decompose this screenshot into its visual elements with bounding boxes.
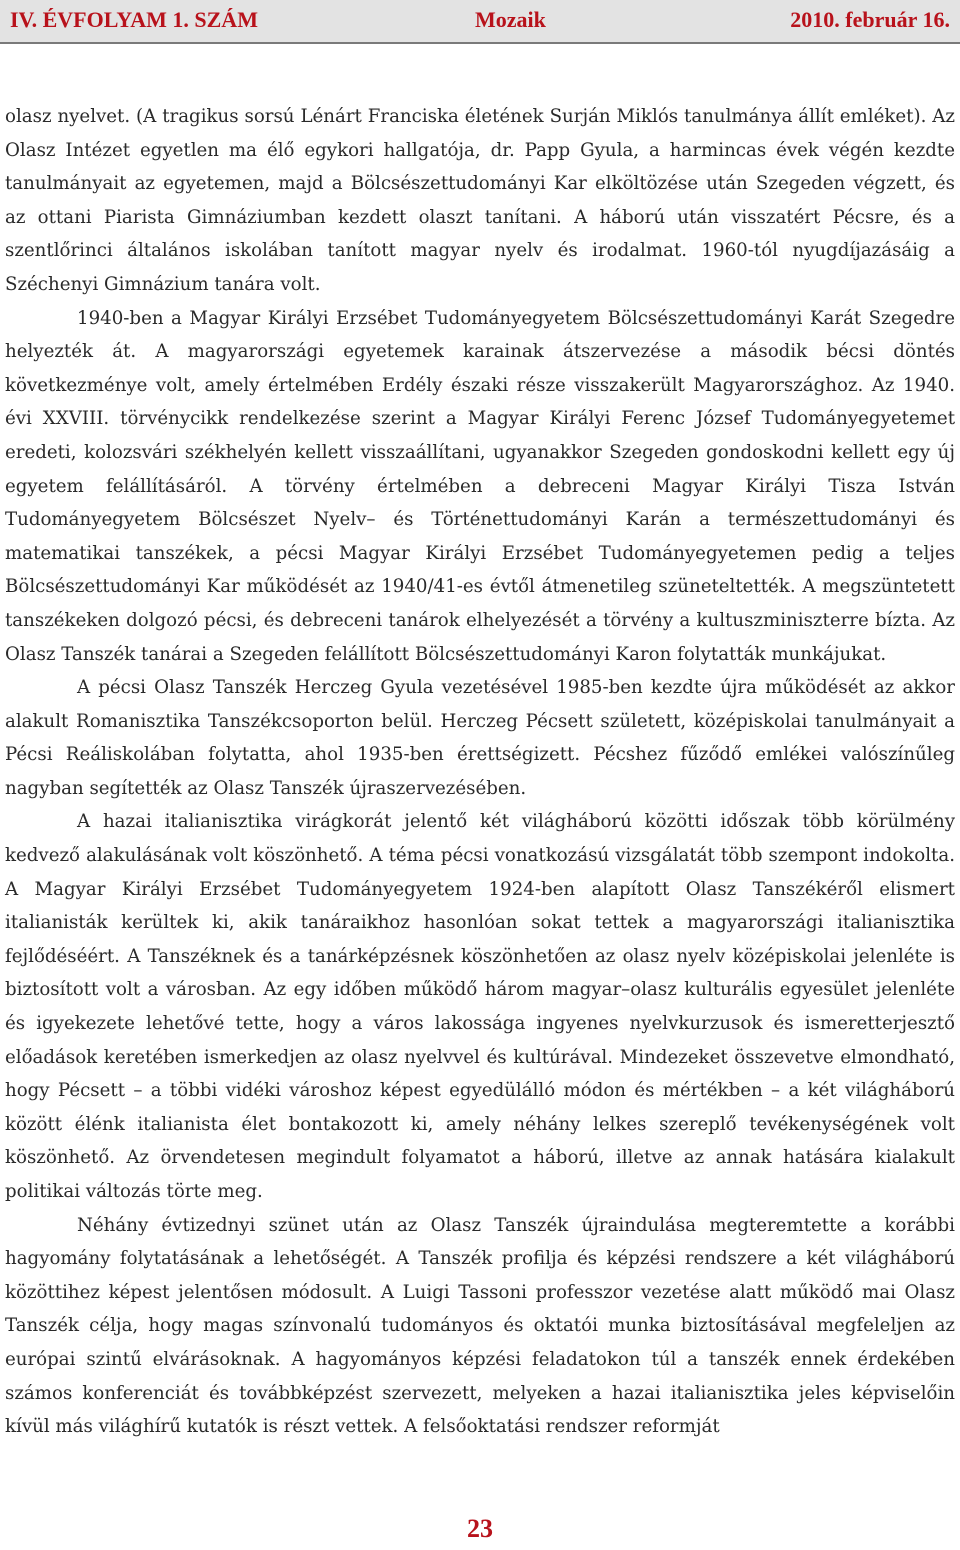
journal-issue: IV. ÉVFOLYAM 1. SZÁM — [10, 7, 258, 32]
paragraph-5: Néhány évtizednyi szünet után az Olasz Tanszék újraindulása megteremtette a korábbi hagyomány folytatásának a lehetőségét. A Tanszék profilja és képzési rendszere a két világháború közöttihez képest jelentősen módosult. A Luigi Tassoni professzor vezetése alatt működő mai Olasz Tanszék célja, hogy magas színvonalú tudományos és oktatói munka biztosításával megfeleljen az európai szintű elvárásoknak. A hagyományos képzési feladatokon túl a tanszék ennek érdekében számos konferenciát és továbbképzést szervezett, melyeken a hazai italianisztika jeles képviselőin kívül más világhírű kutatók is részt vettek. A felsőoktatási rendszer reformját — [5, 1214, 955, 1438]
page-header — [0, 0, 960, 44]
paragraph-3: A pécsi Olasz Tanszék Herczeg Gyula vezetésével 1985-ben kezdte újra működését az akkor alakult Romanisztika Tanszékcsoporton belül. Herczeg Pécsett született, középiskolai tanulmányait a Pécsi Reáliskolában folytatta, ahol 1935-ben érettségizett. Pécshez fűződő emlékei valószínűleg nagyban segítették az Olasz Tanszék újraszervezésében. — [5, 677, 955, 799]
page-number: 23 — [467, 1514, 493, 1543]
journal-title: Mozaik — [475, 7, 546, 32]
paragraph-4: A hazai italianisztika virágkorát jelentő két világháború közötti időszak több körülmény kedvező alakulásának volt köszönhető. A téma pécsi vonatkozású vizsgálatát több szempont indokolta. A Magyar Királyi Erzsébet Tudományegyetem 1924-ben alapított Olasz Tanszékéről elismert italianisták kerültek ki, akik tanáraikhoz hasonlóan sokat tettek a magyarországi italianisztika fejlődéséért. A Tanszéknek és a tanárképzésnek köszönhetően az olasz nyelv középiskolai jelenléte is biztosított volt a városban. Az egy időben működő három magyar–olasz kulturális egyesület jelenléte és igyekezete lehetővé tette, hogy a város lakossága ingyenes nyelvkurzusok és ismeretterjesztő előadások keretében ismerkedjen az olasz nyelvvel és kultúrával. Mindezeket összevetve elmondható, hogy Pécsett – a többi vidéki városhoz képest egyedülálló módon és mértékben – a két világháború között élénk italianista élet bontakozott ki, amely néhány lelkes szereplő tevékenységének volt köszönhető. Az örvendetesen megindult folyamatot a háború, illetve az annak hatására kialakult politikai változás törte meg. — [5, 811, 955, 1202]
issue-date: 2010. február 16. — [790, 7, 950, 32]
paragraph-2: 1940-ben a Magyar Királyi Erzsébet Tudományegyetem Bölcsészettudományi Karát Szegedre helyezték át. A magyarországi egyetemek karainak átszervezése a második bécsi döntés következménye volt, amely értelmében Erdély északi része visszakerült Magyarországhoz. Az 1940. évi XXVIII. törvénycikk rendelkezése szerint a Magyar Királyi Ferenc József Tudományegyetemet eredeti, kolozsvári székhelyén kellett visszaállítani, ugyanakkor Szegeden gondoskodni kellett egy új egyetem felállításáról. A törvény értelmében a debreceni Magyar Királyi Tisza István Tudományegyetem Bölcsészet Nyelv– és Történettudományi Karán a természettudományi és matematikai tanszékek, a pécsi Magyar Királyi Erzsébet Tudományegyetemen pedig a teljes Bölcsészettudományi Kar működését az 1940/41-es évtől átmenetileg szüneteltették. A megszüntetett tanszékeken dolgozó pécsi, és debreceni tanárok elhelyezését a törvény a kultuszminiszterre bízta. Az Olasz Tanszék tanárai a Szegeden felállított Bölcsészettudományi Karon folytatták munkájukat. — [5, 307, 955, 665]
paragraph-1: olasz nyelvet. (A tragikus sorsú Lénárt Franciska életének Surján Miklós tanulmánya állít emléket). Az Olasz Intézet egyetlen ma élő egykori hallgatója, dr. Papp Gyula, a harmincas évek végén kezdte tanulmányait az egyetemen, majd a Bölcsészettudományi Kar elköltözése után Szegeden végzett, és az ottani Piarista Gimnáziumban kezdett olaszt tanítani. A háború után visszatért Pécsre, és a szentlőrinci általános iskolában tanított magyar nyelv és irodalmat. 1960-tól nyugdíjazásáig a Széchenyi Gimnázium tanára volt. — [5, 106, 955, 295]
article-body — [5, 100, 955, 1444]
